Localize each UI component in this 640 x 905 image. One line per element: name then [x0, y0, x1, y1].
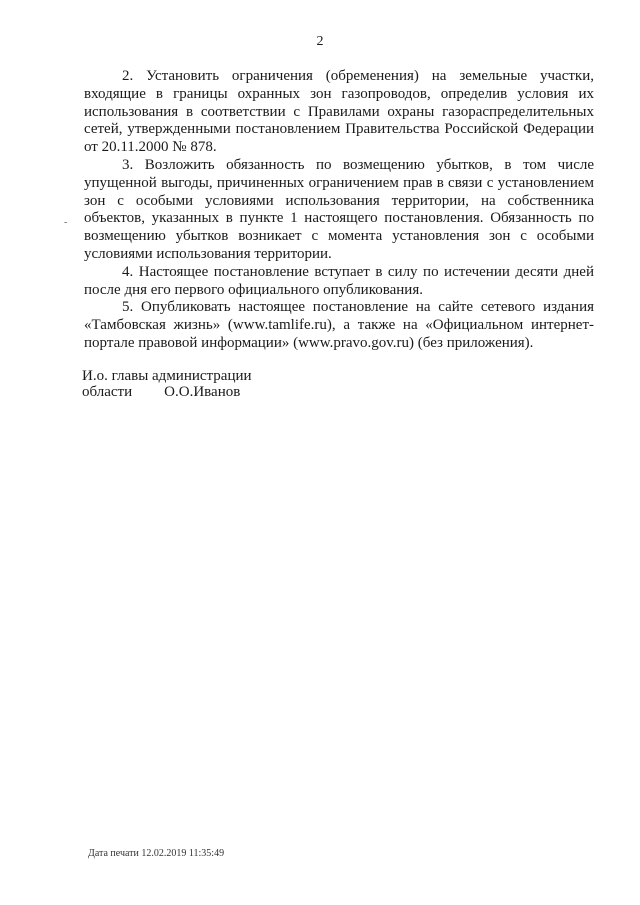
paragraph-4: 4. Настоящее постановление вступает в силу по истечении десяти дней после дня его первого официального опубликования.	[84, 263, 594, 298]
margin-mark: -	[64, 217, 68, 228]
signatory-title: И.о. главы администрации	[82, 368, 252, 384]
paragraph-3: 3. Возложить обязанность по возмещению убытков, в том числе упущенной выгоды, причиненных ограничением прав в связи с установлением зон с особыми условиями использования территории, на собственника объектов, указанных в пункте 1 настоящего постановления. Обязанность по возмещению убытков возникает с момента установления зон с особыми условиями использования территории.	[84, 156, 594, 262]
print-date: Дата печати 12.02.2019 11:35:49	[88, 848, 225, 859]
paragraph-5: 5. Опубликовать настоящее постановление на сайте сетевого издания «Тамбовская жизнь» (www.tamlife.ru), а также на «Официальном интернет-портале правовой информации» (www.pravo.gov.ru) (без приложения).	[84, 299, 594, 351]
paragraph-2: 2. Установить ограничения (обременения) на земельные участки, входящие в границы охранных зон газопроводов, определив условия их использования в соответствии с Правилами охраны газораспределительных сетей, утвержденными постановлением Правительства Российской Федерации от 20.11.2000 № 878.	[84, 68, 594, 156]
page-number: 2	[316, 34, 324, 49]
resolution-body	[84, 68, 594, 353]
signature-block	[82, 368, 252, 400]
signatory-name: О.О.Иванов	[164, 384, 241, 400]
signatory-region: области	[82, 384, 133, 400]
